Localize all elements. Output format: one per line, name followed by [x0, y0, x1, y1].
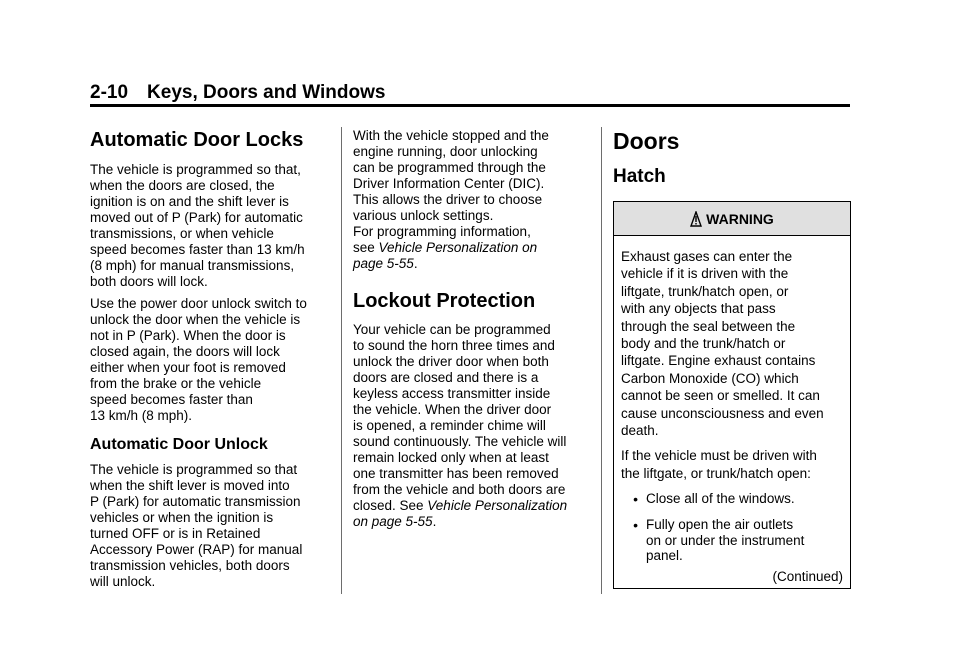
warning-box	[613, 201, 851, 589]
paragraph-text: With the vehicle stopped and the engine running, door unlocking can be programmed through the Driver Information Center (DIC). This allows the driver to choose various unlock settings. For programming information, see	[353, 128, 549, 255]
bullet-icon: •	[633, 491, 638, 508]
paragraph	[353, 128, 593, 272]
page-header-title: 2-10 Keys, Doors and Windows	[90, 82, 386, 103]
column-divider	[601, 127, 602, 594]
paragraph-text: .	[432, 514, 437, 529]
section-heading-lockout-protection: Lockout Protection	[353, 290, 536, 312]
subsection-heading-hatch: Hatch	[613, 166, 666, 187]
warning-paragraph: Exhaust gases can enter the vehicle if it is driven with the liftgate, trunk/hatch open, or with any objects that pass through the seal between the body and the trunk/hatch or liftgate. Engine exhaust contains Carbon Monoxide (CO) which cannot be seen or smelled. It can cause unconsciousness and even death.	[621, 249, 824, 439]
cross-reference-link[interactable]: Vehicle Personalization on page 5-55	[353, 240, 538, 271]
list-item-text: Fully open the air outlets on or under the instrument panel.	[646, 517, 805, 564]
paragraph: The vehicle is programmed so that when the shift lever is moved into P (Park) for automatic transmission vehicles or when the ignition is turned OFF or is in Retained Accessory Power (RAP) for manual transmission vehicles, both doors will unlock.	[90, 462, 303, 589]
list-item-text: Close all of the windows.	[646, 491, 795, 507]
column-divider	[341, 127, 342, 594]
column-3	[613, 128, 851, 589]
warning-title: WARNING	[706, 210, 774, 227]
bullet-icon: •	[633, 517, 638, 534]
column-1	[90, 128, 330, 590]
continued-label: (Continued)	[772, 568, 843, 584]
column-2	[353, 128, 593, 530]
warning-bullet-list	[621, 491, 843, 564]
section-heading-doors: Doors	[613, 128, 680, 154]
paragraph: The vehicle is programmed so that, when the doors are closed, the ignition is on and the shift lever is moved out of P (Park) for automatic transmissions, or when vehicle speed becomes faster than 13 km/h (8 mph) for manual transmissions, both doors will lock.	[90, 162, 305, 289]
warning-paragraph: If the vehicle must be driven with the liftgate, or trunk/hatch open:	[621, 448, 817, 481]
paragraph	[353, 322, 593, 530]
cross-reference-link[interactable]: Vehicle Personalization on page 5-55	[353, 498, 568, 529]
paragraph-text: Your vehicle can be programmed to sound the horn three times and unlock the driver door when both doors are closed and there is a keyless access transmitter inside the vehicle. When the driver door is opened, a reminder chime will sound continuously. The vehicle will remain locked only when at least one transmitter has been removed from the vehicle and both doors are closed. See	[353, 322, 567, 513]
warning-triangle-icon	[690, 211, 702, 227]
paragraph-text: .	[413, 256, 418, 271]
warning-body	[614, 236, 850, 588]
header-rule	[90, 104, 850, 107]
list-item	[621, 517, 843, 564]
subsection-heading-automatic-door-unlock: Automatic Door Unlock	[90, 436, 268, 453]
list-item	[621, 491, 843, 508]
paragraph: Use the power door unlock switch to unlock the door when the vehicle is not in P (Park). When the door is closed again, the doors will lock either when your foot is removed from the brake or the vehicle speed becomes faster than 13 km/h (8 mph).	[90, 296, 307, 423]
warning-header	[614, 202, 850, 236]
section-heading-automatic-door-locks: Automatic Door Locks	[90, 129, 304, 151]
